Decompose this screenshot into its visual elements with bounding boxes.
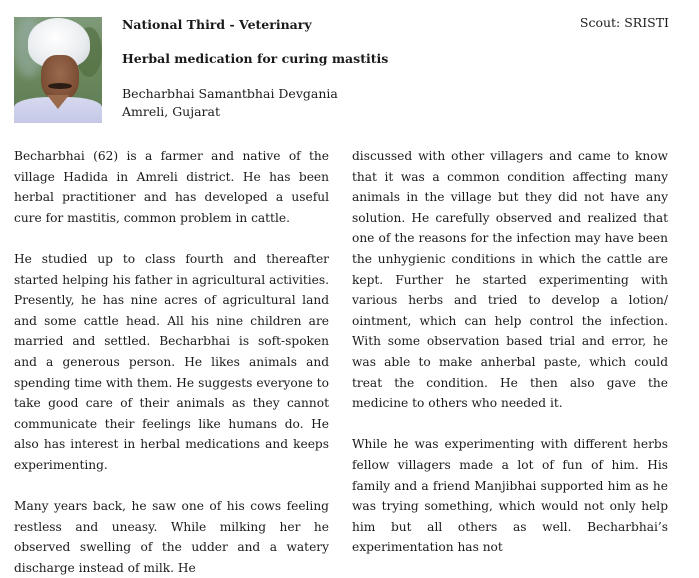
award-category: National Third - Veterinary [122,17,312,32]
photo-mustache [48,83,72,89]
innovator-location: Amreli, Gujarat [122,104,221,119]
portrait-photo [14,17,102,123]
paragraph: Becharbhai (62) is a farmer and native of the village Hadida in Amreli district. He has been herbal practitioner and has developed a useful cure for mastitis, common problem in cattle. [14,149,329,225]
paragraph: While he was experimenting with different herbs fellow villagers made a lot of fun of him. His family and a friend Manjibhai supported him as he was trying something, which would not only help him but all others as well. Becharbhai’s experimentation has not [352,437,668,555]
paragraph: Many years back, he saw one of his cows feeling restless and uneasy. While milking her he observed swelling of the udder and a watery discharge instead of milk. He [14,499,329,575]
left-column [14,146,329,578]
paragraph: He studied up to class fourth and thereafter started helping his father in agricultural activities. Presently, he has nine acres of agricultural land and some cattle head. All his nine children are married and settled. Becharbhai is soft-spoken and a generous person. He likes animals and spending time with them. He suggests everyone to take good care of their animals as they cannot communicate their feelings like humans do. He also has interest in herbal medications and keeps experimenting. [14,251,329,472]
scout-label: Scout: SRISTI [579,15,669,30]
right-column [352,146,668,558]
photo-face [41,55,79,101]
paragraph: discussed with other villagers and came to know that it was a common condition affecting many animals in the village but they did not have any solution. He carefully observed and realized that one of the reasons for the infection may have been the unhygienic conditions in which the cattle are kept. Further he started experimenting with various herbs and tried to develop a lotion/ ointment, which can help control the infection. With some observation based trial and error, he was able to make anherbal paste, which could treat the condition. He then also gave the medicine to others who needed it. [352,149,668,411]
document-title: Herbal medication for curing mastitis [122,51,389,66]
innovator-name: Becharbhai Samantbhai Devgania [122,86,338,101]
